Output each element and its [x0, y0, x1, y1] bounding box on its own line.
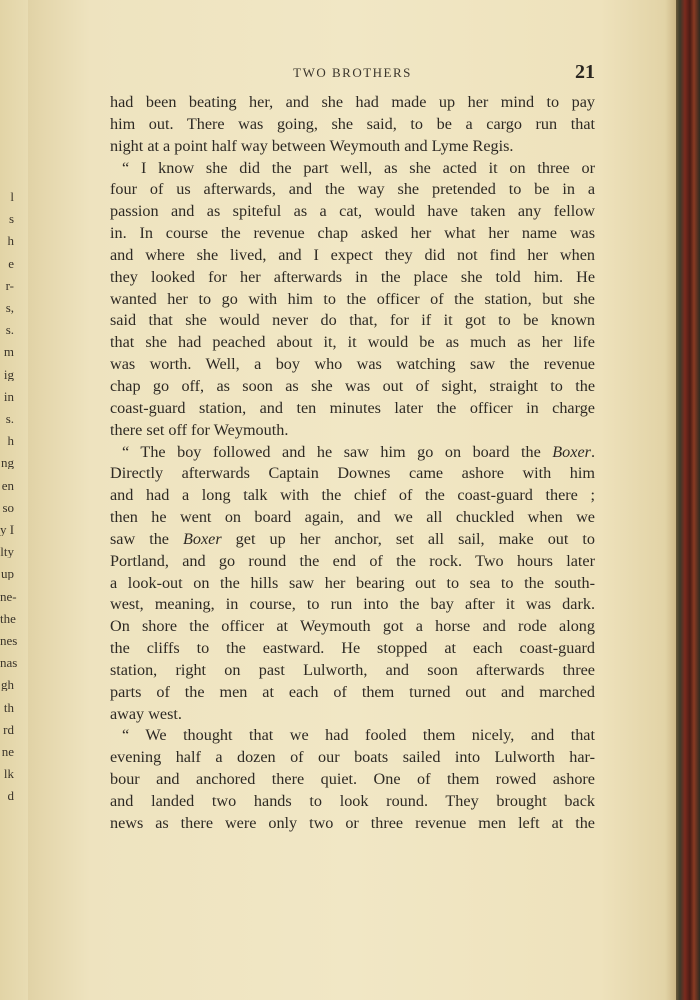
margin-fragment: nas [0, 656, 18, 670]
text-line: a look-out on the hills saw her bearing out to sea to the south- [110, 573, 595, 592]
margin-fragment: s. [5, 323, 14, 337]
text-line: night at a point half way between Weymouth and Lyme Regis. [110, 136, 514, 155]
ship-name-italic: Boxer [183, 529, 222, 548]
margin-fragment: h [7, 234, 14, 248]
margin-fragment: en [1, 478, 14, 492]
margin-fragment: ne [1, 745, 14, 758]
margin-fragment: lty [0, 545, 14, 559]
margin-fragment: rd [3, 722, 14, 736]
text-line: and had a long talk with the chief of the coast-guard there ; [110, 486, 595, 505]
text-line: Portland, and go round the end of the rock. Two hours later [110, 551, 595, 570]
text-segment: . [590, 442, 595, 461]
margin-fragment: lk [3, 767, 14, 781]
text-line: the cliffs to the eastward. He stopped at each coast-guard [110, 639, 595, 658]
margin-fragment: th [3, 700, 14, 714]
text-line: was worth. Well, a boy who was watching saw the revenue [110, 355, 595, 374]
text-line: they looked for her afterwards in the place she told him. He [110, 267, 595, 286]
text-line [110, 442, 595, 464]
book-spine [676, 0, 700, 1000]
text-line: in. In course the revenue chap asked her what her name was [110, 224, 595, 243]
margin-fragment: ne- [0, 589, 17, 603]
text-line: parts of the men at each of them turned out and marched [110, 682, 595, 701]
text-line: evening half a dozen of our boats sailed into Lulworth har- [110, 748, 595, 767]
text-line: news as there were only two or three revenue men left at the [110, 813, 595, 832]
text-line: away west. [110, 704, 182, 723]
margin-fragment: h [7, 434, 14, 448]
margin-fragment: d [7, 789, 14, 803]
margin-fragment: e [8, 256, 14, 270]
margin-fragment: so [2, 500, 14, 514]
margin-fragment: gh [1, 678, 14, 692]
ship-name-italic: Boxer [552, 442, 591, 461]
text-segment: “ The boy followed and he saw him go on board the [122, 442, 553, 461]
margin-fragment: s. [5, 412, 14, 425]
text-line: had been beating her, and she had made up her mind to pay [110, 93, 595, 111]
text-line: wanted her to go with him to the officer of the station, but she [110, 289, 595, 308]
text-line: then he went on board again, and we all chuckled when we [110, 508, 595, 527]
running-head [110, 62, 595, 84]
text-line: “ We thought that we had fooled them nicely, and that [122, 726, 595, 745]
margin-fragment: l [10, 190, 14, 203]
text-line: and where she lived, and I expect they did not find her when [110, 245, 595, 264]
text-line: and landed two hands to look round. They brought back [110, 792, 595, 810]
margin-fragment: m [3, 345, 14, 359]
margin-fragment: the [0, 611, 16, 625]
text-line: chap go off, as soon as she was out of sight, straight to the [110, 376, 595, 395]
text-line: bour and anchored there quiet. One of them rowed ashore [110, 770, 595, 789]
text-segment: saw the [110, 529, 183, 548]
text-line: that she had peached about it, it would be as much as her life [110, 333, 595, 352]
margin-fragment: up [1, 567, 14, 581]
text-line: coast-guard station, and ten minutes later the officer in charge [110, 398, 595, 417]
text-line [110, 529, 595, 551]
text-segment: get up her anchor, set all sail, make out to [221, 529, 595, 548]
margin-fragment: y I [0, 523, 15, 536]
margin-fragment: in [3, 389, 14, 403]
text-line: On shore the officer at Weymouth got a horse and rode along [110, 617, 595, 636]
margin-fragment: s, [5, 301, 14, 314]
text-line: passion and as spiteful as a cat, would have taken any fellow [110, 202, 595, 221]
text-line: station, right on past Lulworth, and soon afterwards three [110, 660, 595, 679]
margin-fragment: s [8, 212, 14, 226]
text-line: west, meaning, in course, to run into the bay after it was dark. [110, 595, 595, 614]
page-number: 21 [575, 61, 595, 83]
margin-fragment: ig [3, 367, 14, 381]
text-line: Directly afterwards Captain Downes came ashore with him [110, 464, 595, 483]
body-text [110, 92, 595, 835]
text-line: said that she would never do that, for if it got to be known [110, 311, 595, 330]
text-line: “ I know she did the part well, as she acted it on three or [122, 158, 595, 177]
text-line: there set off for Weymouth. [110, 420, 289, 439]
margin-fragment: r- [5, 278, 14, 292]
running-title: TWO BROTHERS [293, 65, 412, 80]
margin-fragment: ng [1, 456, 14, 470]
text-line: four of us afterwards, and the way she pretended to be in a [110, 180, 595, 199]
margin-fragment: nes [0, 634, 18, 647]
text-line: him out. There was going, she said, to be a cargo run that [110, 114, 595, 133]
